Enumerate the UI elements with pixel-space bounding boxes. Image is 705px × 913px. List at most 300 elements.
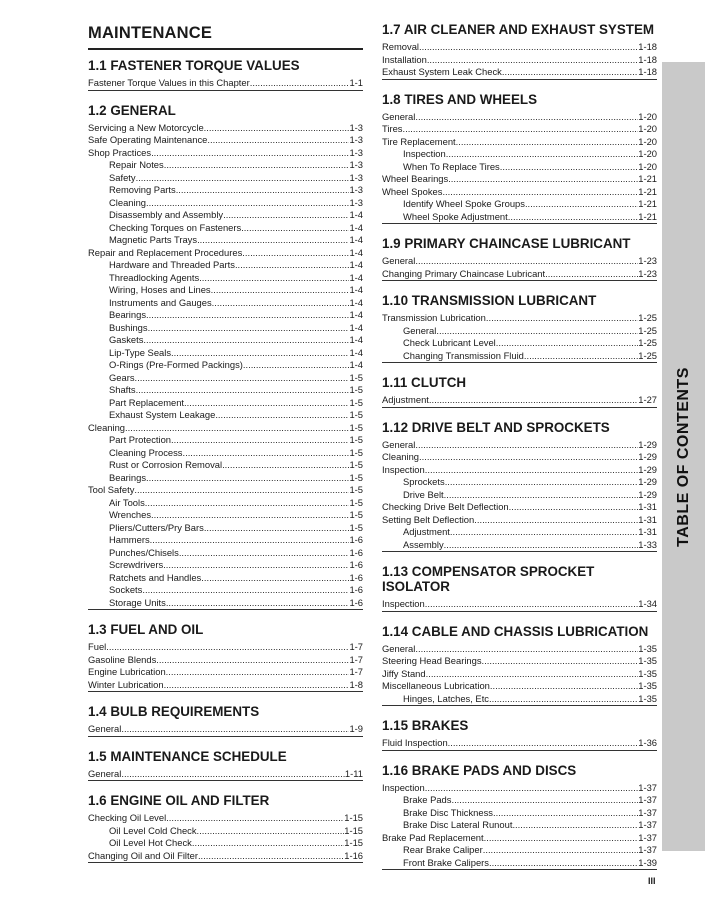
toc-entry-label[interactable]: Changing Oil and Oil Filter [88, 849, 198, 861]
toc-entry[interactable] [88, 322, 363, 335]
toc-entry[interactable] [88, 134, 363, 147]
toc-entry[interactable] [382, 325, 657, 338]
toc-entry-label[interactable]: Checking Drive Belt Deflection [382, 501, 509, 512]
toc-entry-page[interactable]: 1-18 [638, 53, 657, 65]
section-underline [88, 691, 363, 692]
toc-entry-page[interactable]: 1-8 [349, 678, 363, 690]
toc-entry[interactable] [88, 597, 363, 610]
toc-entry-page[interactable]: 1-23 [638, 255, 657, 266]
toc-entry-label[interactable]: Exhaust System Leakage [109, 409, 216, 420]
toc-entry-page[interactable]: 1-5 [349, 509, 363, 520]
toc-entry-label[interactable]: Removing Parts [109, 184, 176, 195]
toc-entry[interactable] [88, 447, 363, 460]
toc-entry[interactable] [88, 666, 363, 679]
toc-entry-page[interactable]: 1-4 [349, 246, 363, 258]
toc-entry-page[interactable]: 1-7 [349, 641, 363, 652]
toc-entry-label[interactable]: Removal [382, 41, 419, 52]
toc-entry[interactable] [382, 782, 657, 795]
toc-entry-label[interactable]: Wiring, Hoses and Lines [109, 284, 211, 295]
toc-section [88, 103, 363, 611]
toc-entry-label[interactable]: Wrenches [109, 509, 152, 520]
toc-entry-page[interactable]: 1-5 [349, 459, 363, 470]
toc-entry-page[interactable]: 1-5 [349, 434, 363, 445]
toc-entry-label[interactable]: Bushings [109, 321, 148, 333]
toc-entry[interactable] [382, 54, 657, 67]
toc-entry-label[interactable]: Shafts [109, 384, 136, 395]
toc-section [382, 718, 657, 751]
toc-entry-page[interactable]: 1-31 [638, 526, 657, 537]
toc-entry-page[interactable]: 1-3 [349, 184, 363, 195]
toc-entry-label[interactable]: Hardware and Threaded Parts [109, 259, 235, 270]
right-section-list [382, 22, 657, 870]
toc-entry-label[interactable]: Tire Replacement [382, 135, 456, 147]
toc-entry[interactable] [382, 136, 657, 149]
toc-entry[interactable] [382, 268, 657, 281]
toc-entry[interactable] [88, 272, 363, 285]
toc-entry[interactable] [88, 850, 363, 863]
toc-entry-label[interactable]: General [382, 110, 416, 122]
toc-entry-page[interactable]: 1-37 [638, 781, 657, 793]
toc-entry[interactable] [88, 484, 363, 497]
toc-entry-page[interactable]: 1-5 [349, 384, 363, 395]
toc-entry-label[interactable]: Tires [382, 123, 403, 134]
toc-entry[interactable] [382, 123, 657, 136]
toc-entry-page[interactable]: 1-29 [638, 451, 657, 462]
toc-entry-page[interactable]: 1-31 [638, 513, 657, 525]
toc-entry[interactable] [382, 312, 657, 325]
toc-entry-page[interactable]: 1-4 [349, 296, 363, 308]
toc-entry-label[interactable]: General [88, 723, 122, 734]
toc-entry-label[interactable]: Bearings [109, 471, 147, 483]
toc-entry-label[interactable]: Check Lubricant Level [403, 337, 496, 348]
toc-entry-page[interactable]: 1-29 [638, 438, 657, 450]
toc-entry-label[interactable]: O-Rings (Pre-Formed Packings) [109, 359, 243, 370]
toc-entry-label[interactable]: Hinges, Latches, Etc [403, 692, 489, 704]
toc-entry[interactable] [382, 464, 657, 477]
toc-entry-label[interactable]: Identify Wheel Spoke Groups [403, 198, 525, 209]
toc-entry[interactable] [382, 41, 657, 54]
toc-entry-label[interactable]: Oil Level Cold Check [109, 824, 197, 836]
toc-entry[interactable] [382, 394, 657, 407]
toc-entry-page[interactable]: 1-35 [638, 655, 657, 666]
toc-entry-page[interactable]: 1-25 [638, 312, 657, 323]
toc-entry[interactable] [88, 522, 363, 535]
toc-entry-label[interactable]: General [88, 767, 122, 779]
toc-entry-label[interactable]: Brake Pads [403, 794, 452, 805]
toc-entry[interactable] [88, 384, 363, 397]
toc-entry-page[interactable]: 1-15 [344, 824, 363, 836]
toc-entry-label[interactable]: Lip-Type Seals [109, 346, 172, 358]
toc-entry-label[interactable]: When To Replace Tires [403, 160, 500, 172]
toc-entry[interactable] [88, 723, 363, 736]
toc-entry-label[interactable]: Cleaning Process [109, 446, 183, 458]
toc-entry[interactable] [88, 472, 363, 485]
toc-entry[interactable] [382, 668, 657, 681]
toc-entry-page[interactable]: 1-5 [349, 396, 363, 408]
toc-entry-label[interactable]: Air Tools [109, 496, 145, 508]
toc-entry-page[interactable]: 1-5 [349, 471, 363, 483]
toc-entry-label[interactable]: General [382, 255, 416, 266]
toc-entry-label[interactable]: Engine Lubrication [88, 666, 166, 677]
toc-entry-label[interactable]: Sprockets [403, 476, 445, 487]
toc-entry-page[interactable]: 1-39 [638, 856, 657, 868]
toc-entry[interactable] [88, 197, 363, 210]
toc-entry-page[interactable]: 1-9 [349, 723, 363, 734]
toc-entry-page[interactable]: 1-16 [344, 849, 363, 861]
toc-entry-label[interactable]: Wheel Spokes [382, 185, 443, 197]
toc-entry[interactable] [88, 259, 363, 272]
toc-entry[interactable] [88, 172, 363, 185]
toc-entry-label[interactable]: Changing Transmission Fluid [403, 349, 524, 361]
toc-entry[interactable] [382, 643, 657, 656]
toc-entry-label[interactable]: Steering Head Bearings [382, 655, 482, 666]
toc-entry-page[interactable]: 1-4 [349, 346, 363, 358]
toc-entry-page[interactable]: 1-25 [638, 349, 657, 361]
toc-entry-label[interactable]: Cleaning [88, 421, 126, 433]
toc-entry-label[interactable]: Adjustment [403, 526, 450, 537]
toc-entry-label[interactable]: Miscellaneous Lubrication [382, 680, 490, 691]
toc-entry-page[interactable]: 1-4 [349, 271, 363, 283]
toc-entry-label[interactable]: Safety [109, 171, 136, 183]
toc-entry-label[interactable]: Screwdrivers [109, 559, 164, 570]
toc-entry-label[interactable]: Safe Operating Maintenance [88, 134, 208, 145]
toc-entry-page[interactable]: 1-20 [638, 123, 657, 134]
toc-entry-page[interactable]: 1-25 [638, 324, 657, 336]
toc-entry-page[interactable]: 1-5 [349, 521, 363, 533]
section-underline [382, 79, 657, 80]
toc-entry[interactable] [382, 737, 657, 750]
toc-entry[interactable] [382, 161, 657, 174]
dot-leader [444, 489, 639, 502]
toc-entry[interactable] [88, 297, 363, 310]
toc-entry[interactable] [382, 655, 657, 668]
toc-entry-page[interactable]: 1-21 [638, 173, 657, 184]
toc-entry-page[interactable]: 1-29 [638, 463, 657, 475]
toc-entry-label[interactable]: Tool Safety [88, 484, 135, 495]
toc-entry-label[interactable]: Changing Primary Chaincase Lubricant [382, 267, 546, 279]
toc-entry-page[interactable]: 1-37 [638, 819, 657, 830]
toc-entry[interactable] [88, 372, 363, 385]
dot-leader [429, 394, 638, 407]
toc-entry-label[interactable]: Part Protection [109, 434, 172, 445]
dot-leader [125, 422, 349, 435]
toc-entry-label[interactable]: Brake Disc Thickness [403, 806, 493, 818]
toc-entry-page[interactable]: 1-5 [349, 496, 363, 508]
toc-entry-label[interactable]: Hammers [109, 534, 150, 545]
toc-entry-label[interactable]: Storage Units [109, 596, 166, 608]
toc-entry[interactable] [88, 147, 363, 160]
toc-entry-page[interactable]: 1-3 [349, 159, 363, 170]
toc-entry-label[interactable]: Bearings [109, 309, 147, 320]
toc-entry-label[interactable]: Gears [109, 371, 135, 383]
toc-entry-page[interactable]: 1-20 [638, 160, 657, 172]
toc-entry[interactable] [88, 284, 363, 297]
toc-entry-label[interactable]: Threadlocking Agents [109, 271, 200, 283]
toc-entry-label[interactable]: Shop Practices [88, 146, 152, 158]
toc-entry[interactable] [382, 111, 657, 124]
toc-entry-label[interactable]: Sockets [109, 584, 143, 595]
toc-entry-page[interactable]: 1-18 [638, 66, 657, 77]
toc-entry-label[interactable]: Instruments and Gauges [109, 296, 212, 308]
toc-entry-page[interactable]: 1-5 [349, 446, 363, 458]
toc-entry-label[interactable]: Fastener Torque Values in this Chapter [88, 77, 250, 88]
toc-entry-page[interactable]: 1-35 [638, 642, 657, 654]
toc-entry-label[interactable]: General [403, 324, 437, 336]
toc-entry[interactable] [382, 337, 657, 350]
toc-entry-page[interactable]: 1-6 [349, 546, 363, 558]
toc-entry-page[interactable]: 1-6 [349, 559, 363, 570]
toc-entry[interactable] [382, 857, 657, 870]
toc-entry-page[interactable]: 1-7 [349, 666, 363, 677]
toc-entry[interactable] [382, 807, 657, 820]
toc-entry-page[interactable]: 1-21 [638, 210, 657, 222]
toc-entry-page[interactable]: 1-1 [349, 77, 363, 88]
toc-entry[interactable] [382, 350, 657, 363]
toc-entry-page[interactable]: 1-4 [349, 209, 363, 220]
toc-entry[interactable] [382, 526, 657, 539]
toc-entry-label[interactable]: Front Brake Calipers [403, 856, 489, 868]
toc-entry[interactable] [382, 476, 657, 489]
section-heading: 1.7 AIR CLEANER AND EXHAUST SYSTEM [382, 22, 655, 37]
toc-entry[interactable] [88, 497, 363, 510]
toc-entry-page[interactable]: 1-20 [638, 148, 657, 159]
toc-entry[interactable] [382, 539, 657, 552]
toc-entry-page[interactable]: 1-34 [638, 598, 657, 609]
toc-entry-label[interactable]: Assembly [403, 538, 444, 550]
toc-entry-page[interactable]: 1-5 [349, 484, 363, 495]
toc-entry-label[interactable]: Brake Disc Lateral Runout [403, 819, 513, 830]
dot-leader [486, 312, 638, 325]
toc-entry[interactable] [88, 641, 363, 654]
dot-leader [446, 148, 638, 161]
toc-entry-label[interactable]: Disassembly and Assembly [109, 209, 224, 220]
toc-entry-page[interactable]: 1-21 [638, 198, 657, 209]
toc-entry-page[interactable]: 1-35 [638, 667, 657, 679]
toc-entry[interactable] [88, 309, 363, 322]
section-heading: 1.1 FASTENER TORQUE VALUES [88, 58, 300, 73]
toc-entry[interactable] [382, 66, 657, 79]
toc-entry-label[interactable]: Repair Notes [109, 159, 164, 170]
toc-entry-page[interactable]: 1-7 [349, 653, 363, 665]
toc-entry-label[interactable]: Fuel [88, 641, 107, 652]
toc-entry-page[interactable]: 1-29 [638, 476, 657, 487]
toc-entry-page[interactable]: 1-23 [638, 267, 657, 279]
toc-entry-page[interactable]: 1-4 [349, 259, 363, 270]
toc-entry-page[interactable]: 1-4 [349, 234, 363, 245]
toc-entry-label[interactable]: Checking Torques on Fasteners [109, 221, 242, 233]
toc-entry[interactable] [382, 186, 657, 199]
toc-entry-label[interactable]: Installation [382, 53, 427, 65]
toc-entry-page[interactable]: 1-6 [349, 534, 363, 545]
toc-entry[interactable] [88, 654, 363, 667]
toc-entry[interactable] [88, 422, 363, 435]
toc-entry[interactable] [88, 679, 363, 692]
toc-section [382, 564, 657, 612]
toc-entry-page[interactable]: 1-4 [349, 284, 363, 295]
toc-entry-label[interactable]: Ratchets and Handles [109, 571, 202, 583]
toc-entry-page[interactable]: 1-15 [344, 837, 363, 848]
toc-entry-page[interactable]: 1-37 [638, 831, 657, 843]
toc-entry-label[interactable]: Gaskets [109, 334, 144, 345]
toc-entry-label[interactable]: Drive Belt [403, 488, 444, 500]
toc-section [382, 293, 657, 363]
toc-entry-page[interactable]: 1-6 [349, 584, 363, 595]
toc-entry-label[interactable]: Wheel Spoke Adjustment [403, 210, 508, 222]
toc-entry[interactable] [382, 173, 657, 186]
toc-entry-label[interactable]: Inspection [382, 463, 425, 475]
toc-entry[interactable] [88, 534, 363, 547]
toc-entry-page[interactable]: 1-20 [638, 135, 657, 147]
toc-entry-label[interactable]: Servicing a New Motorcycle [88, 121, 204, 133]
toc-entry[interactable] [382, 148, 657, 161]
toc-entry[interactable] [382, 680, 657, 693]
dot-leader [146, 472, 349, 485]
toc-entry-page[interactable]: 1-11 [344, 767, 363, 779]
toc-entry-page[interactable]: 1-21 [638, 185, 657, 197]
toc-entry[interactable] [88, 209, 363, 222]
toc-entry-page[interactable]: 1-31 [638, 501, 657, 512]
section-underline [88, 862, 363, 863]
toc-entry[interactable] [382, 211, 657, 224]
dot-leader [243, 359, 350, 372]
toc-entry-page[interactable]: 1-3 [349, 171, 363, 183]
toc-entry[interactable] [88, 359, 363, 372]
toc-entry[interactable] [88, 184, 363, 197]
toc-entry[interactable] [88, 547, 363, 560]
toc-entry[interactable] [88, 812, 363, 825]
toc-entry[interactable] [88, 247, 363, 260]
toc-entry[interactable] [88, 334, 363, 347]
dot-leader [425, 464, 638, 477]
toc-entry-page[interactable]: 1-35 [638, 692, 657, 704]
toc-entry[interactable] [88, 584, 363, 597]
toc-entry-label[interactable]: Cleaning [382, 451, 420, 462]
toc-entry[interactable] [88, 434, 363, 447]
toc-entry[interactable] [382, 439, 657, 452]
section-underline [382, 407, 657, 408]
toc-entry-label[interactable]: General [382, 642, 416, 654]
toc-entry[interactable] [382, 489, 657, 502]
toc-entry-label[interactable]: Cleaning [109, 196, 147, 208]
toc-entry-page[interactable]: 1-36 [638, 737, 657, 748]
toc-entry[interactable] [382, 451, 657, 464]
toc-entry-page[interactable]: 1-33 [638, 538, 657, 550]
toc-entry-page[interactable]: 1-4 [349, 309, 363, 320]
toc-entry-page[interactable]: 1-29 [638, 488, 657, 500]
toc-entry-label[interactable]: Repair and Replacement Procedures [88, 246, 243, 258]
toc-entry-label[interactable]: Exhaust System Leak Check [382, 66, 502, 77]
toc-entry-page[interactable]: 1-37 [638, 844, 657, 855]
toc-entry[interactable] [382, 255, 657, 268]
toc-entry[interactable] [382, 693, 657, 706]
toc-entry-page[interactable]: 1-20 [638, 110, 657, 122]
toc-entry-page[interactable]: 1-6 [349, 596, 363, 608]
toc-entry-label[interactable]: Brake Pad Replacement [382, 831, 484, 843]
toc-entry-page[interactable]: 1-27 [638, 394, 657, 405]
toc-entry[interactable] [88, 159, 363, 172]
toc-entry-label[interactable]: Inspection [382, 781, 425, 793]
toc-entry-page[interactable]: 1-3 [349, 121, 363, 133]
toc-entry-page[interactable]: 1-5 [349, 421, 363, 433]
toc-entry-label[interactable]: Gasoline Blends [88, 653, 157, 665]
toc-entry-page[interactable]: 1-3 [349, 146, 363, 158]
toc-entry[interactable] [88, 837, 363, 850]
toc-entry-page[interactable]: 1-4 [349, 321, 363, 333]
toc-entry-label[interactable]: Adjustment [382, 394, 429, 405]
toc-entry[interactable] [88, 572, 363, 585]
toc-entry-label[interactable]: Setting Belt Deflection [382, 513, 475, 525]
toc-entry[interactable] [88, 409, 363, 422]
toc-entry-page[interactable]: 1-37 [638, 794, 657, 805]
toc-entry-label[interactable]: Inspection [403, 148, 446, 159]
toc-entry-label[interactable]: Rear Brake Caliper [403, 844, 483, 855]
toc-entry[interactable] [88, 768, 363, 781]
toc-entry-page[interactable]: 1-5 [349, 409, 363, 420]
toc-entry-page[interactable]: 1-25 [638, 337, 657, 348]
dot-leader [121, 768, 345, 781]
toc-entry-label[interactable]: Oil Level Hot Check [109, 837, 192, 848]
toc-entry[interactable] [88, 397, 363, 410]
toc-entry[interactable] [88, 77, 363, 90]
section-heading: 1.9 PRIMARY CHAINCASE LUBRICANT [382, 236, 631, 251]
toc-entry[interactable] [88, 825, 363, 838]
toc-entry-page[interactable]: 1-6 [349, 571, 363, 583]
toc-entry-label[interactable]: Fluid Inspection [382, 737, 448, 748]
toc-entry-page[interactable]: 1-37 [638, 806, 657, 818]
toc-entry[interactable] [382, 819, 657, 832]
toc-entry-label[interactable]: Magnetic Parts Trays [109, 234, 198, 245]
toc-entry-page[interactable]: 1-3 [349, 196, 363, 208]
dot-leader [509, 501, 639, 514]
toc-entry-label[interactable]: Part Replacement [109, 396, 185, 408]
toc-entry[interactable] [88, 459, 363, 472]
toc-entry-label[interactable]: Wheel Bearings [382, 173, 449, 184]
toc-entry-page[interactable]: 1-18 [638, 41, 657, 52]
toc-entry-label[interactable]: General [382, 438, 416, 450]
toc-entry[interactable] [382, 514, 657, 527]
toc-entry-label[interactable]: Winter Lubrication [88, 678, 164, 690]
toc-entry-label[interactable]: Transmission Lubrication [382, 312, 486, 323]
toc-entry[interactable] [88, 559, 363, 572]
toc-entry[interactable] [88, 222, 363, 235]
toc-entry-page[interactable]: 1-15 [344, 812, 363, 823]
toc-entry-label[interactable]: Punches/Chisels [109, 546, 179, 558]
toc-entry-page[interactable]: 1-35 [638, 680, 657, 691]
toc-entry[interactable] [382, 598, 657, 611]
toc-entry[interactable] [88, 347, 363, 360]
toc-entry[interactable] [382, 198, 657, 211]
toc-entry-page[interactable]: 1-5 [349, 371, 363, 383]
toc-entry-page[interactable]: 1-3 [349, 134, 363, 145]
toc-entry-page[interactable]: 1-4 [349, 359, 363, 370]
toc-entry-page[interactable]: 1-4 [349, 221, 363, 233]
toc-entry[interactable] [382, 794, 657, 807]
toc-entry-label[interactable]: Checking Oil Level [88, 812, 167, 823]
toc-entry[interactable] [382, 501, 657, 514]
toc-entry[interactable] [88, 509, 363, 522]
toc-entry[interactable] [88, 122, 363, 135]
toc-section [382, 375, 657, 408]
toc-entry-label[interactable]: Jiffy Stand [382, 667, 426, 679]
toc-entry-label[interactable]: Pliers/Cutters/Pry Bars [109, 521, 204, 533]
toc-entry[interactable] [382, 844, 657, 857]
toc-entry[interactable] [88, 234, 363, 247]
toc-entry-label[interactable]: Rust or Corrosion Removal [109, 459, 223, 470]
dot-leader [156, 654, 349, 667]
toc-entry[interactable] [382, 832, 657, 845]
toc-entry-label[interactable]: Inspection [382, 598, 425, 609]
toc-entry-page[interactable]: 1-4 [349, 334, 363, 345]
